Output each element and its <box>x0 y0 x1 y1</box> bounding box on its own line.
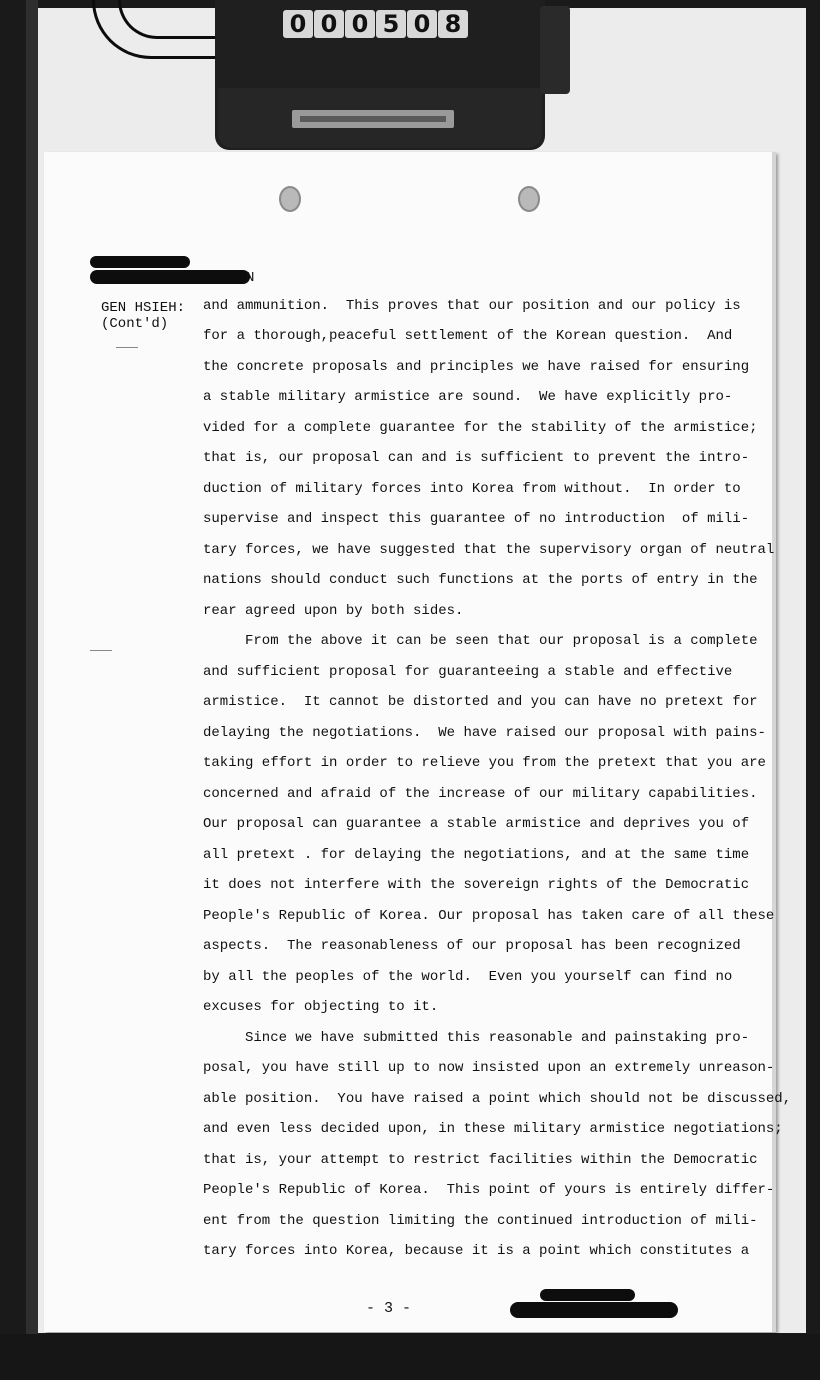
text-line: it does not interfere with the sovereign rights of the Democratic <box>203 877 750 893</box>
counter-digit: 0 <box>314 10 344 38</box>
text-line: supervise and inspect this guarantee of no introduction of mili- <box>203 511 750 527</box>
text-line: Our proposal can guarantee a stable armistice and deprives you of <box>203 816 750 832</box>
counter-digit: 0 <box>283 10 313 38</box>
margin-mark <box>90 650 112 651</box>
text-line: vided for a complete guarantee for the stability of the armistice; <box>203 420 758 436</box>
counter-digit: 0 <box>345 10 375 38</box>
text-line: Since we have submitted this reasonable and painstaking pro- <box>203 1030 750 1046</box>
punch-hole <box>518 186 540 212</box>
text-line: tary forces, we have suggested that the supervisory organ of neutral <box>203 542 775 558</box>
speaker-label <box>101 300 201 332</box>
text-line: delaying the negotiations. We have raised our proposal with pains- <box>203 725 766 741</box>
classification-stub: N <box>246 270 255 286</box>
redaction-bar <box>90 270 250 284</box>
punch-hole <box>279 186 301 212</box>
text-line: and sufficient proposal for guaranteeing a stable and effective <box>203 664 733 680</box>
text-line: able position. You have raised a point which should not be discussed, <box>203 1091 792 1107</box>
counter-digit: 0 <box>407 10 437 38</box>
text-line: From the above it can be seen that our proposal is a complete <box>203 633 758 649</box>
text-line: posal, you have still up to now insisted upon an extremely unreason- <box>203 1060 775 1076</box>
counter-digits <box>283 10 473 40</box>
redaction-bar <box>90 256 190 268</box>
text-line: rear agreed upon by both sides. <box>203 603 464 619</box>
page-number: - 3 - <box>366 1300 412 1317</box>
text-line: all pretext . for delaying the negotiations, and at the same time <box>203 847 750 863</box>
film-bottom-edge <box>0 1334 820 1380</box>
speaker-continued: (Cont'd) <box>101 316 169 332</box>
counter-digit: 8 <box>438 10 468 38</box>
text-line: by all the peoples of the world. Even you yourself can find no <box>203 969 733 985</box>
text-line: People's Republic of Korea. Our proposal has taken care of all these <box>203 908 775 924</box>
text-line: ent from the question limiting the continued introduction of mili- <box>203 1213 758 1229</box>
text-line: that is, our proposal can and is sufficient to prevent the intro- <box>203 450 750 466</box>
text-line: aspects. The reasonableness of our proposal has been recognized <box>203 938 741 954</box>
text-line: for a thorough,peaceful settlement of the Korean question. And <box>203 328 733 344</box>
counter-digit: 5 <box>376 10 406 38</box>
text-line: taking effort in order to relieve you from the pretext that you are <box>203 755 766 771</box>
text-line: armistice. It cannot be distorted and you can have no pretext for <box>203 694 758 710</box>
redaction-bar <box>510 1302 678 1318</box>
text-line: nations should conduct such functions at the ports of entry in the <box>203 572 758 588</box>
text-line: a stable military armistice are sound. We have explicitly pro- <box>203 389 733 405</box>
text-line: and even less decided upon, in these military armistice negotiations; <box>203 1121 783 1137</box>
counter-knob <box>540 6 570 94</box>
film-edge <box>26 0 38 1340</box>
text-line: excuses for objecting to it. <box>203 999 439 1015</box>
text-line: that is, your attempt to restrict facilities within the Democratic <box>203 1152 758 1168</box>
text-line: People's Republic of Korea. This point of yours is entirely differ- <box>203 1182 775 1198</box>
page-edge <box>772 152 776 1332</box>
speaker-name: GEN HSIEH: <box>101 300 186 316</box>
text-line: duction of military forces into Korea from without. In order to <box>203 481 741 497</box>
redaction-bar <box>540 1289 635 1301</box>
text-line: tary forces into Korea, because it is a point which constitutes a <box>203 1243 750 1259</box>
text-line: the concrete proposals and principles we have raised for ensuring <box>203 359 750 375</box>
text-line: concerned and afraid of the increase of our military capabilities. <box>203 786 758 802</box>
text-line: and ammunition. This proves that our position and our policy is <box>203 298 741 314</box>
counter-plate-slot <box>300 116 446 122</box>
margin-mark <box>116 347 138 348</box>
